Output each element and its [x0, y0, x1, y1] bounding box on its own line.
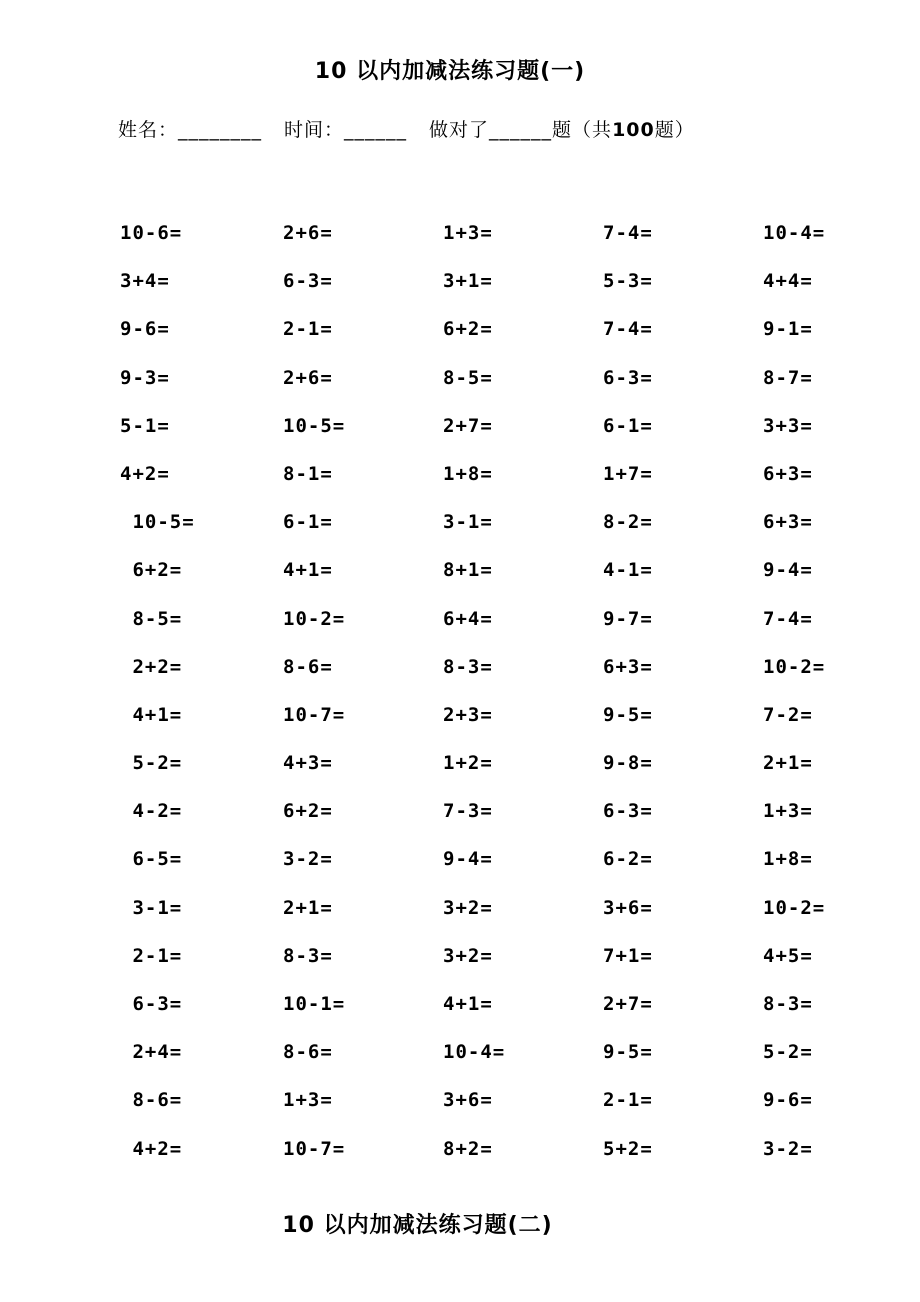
math-problem: 6+4= [443, 607, 493, 630]
math-problem: 4+1= [120, 703, 183, 726]
problem-row [0, 1089, 920, 1137]
math-problem: 10-7= [283, 703, 346, 726]
math-problem: 4+2= [120, 462, 170, 485]
math-problem: 6-3= [603, 800, 653, 823]
problem-row [0, 608, 920, 656]
math-problem: 7-2= [763, 703, 813, 726]
math-problem: 2-1= [120, 944, 183, 967]
math-problem: 10-5= [283, 414, 346, 437]
math-problem: 9-5= [603, 703, 653, 726]
math-problem: 8+1= [443, 559, 493, 582]
problem-row [0, 511, 920, 559]
math-problem: 10-5= [120, 511, 195, 534]
math-problem: 2+1= [283, 896, 333, 919]
math-problem: 6-1= [283, 511, 333, 534]
problem-row [0, 897, 920, 945]
problem-row [0, 318, 920, 366]
math-problem: 10-2= [283, 607, 346, 630]
problem-row [0, 1041, 920, 1089]
math-problem: 7-4= [603, 318, 653, 341]
math-problem: 9-6= [763, 1089, 813, 1112]
math-problem: 9-8= [603, 752, 653, 775]
math-problem: 6+3= [763, 511, 813, 534]
correct-label: 做对了 [429, 119, 490, 141]
math-problem: 3+2= [443, 896, 493, 919]
math-problem: 1+7= [603, 462, 653, 485]
math-problem: 2+4= [120, 1041, 183, 1064]
math-problem: 6+2= [443, 318, 493, 341]
time-label: 时间： [284, 119, 345, 141]
problem-row [0, 270, 920, 318]
math-problem: 2+3= [443, 703, 493, 726]
math-problem: 5-1= [120, 414, 170, 437]
problem-row [0, 848, 920, 896]
math-problem: 9-5= [603, 1041, 653, 1064]
math-problem: 8-6= [283, 655, 333, 678]
math-problem: 3-1= [120, 896, 183, 919]
problem-row [0, 1138, 920, 1186]
problem-row [0, 559, 920, 607]
problem-row [0, 222, 920, 270]
total-count: 100 [612, 119, 655, 141]
math-problem: 10-4= [763, 222, 826, 244]
math-problem: 2+7= [603, 993, 653, 1015]
math-problem: 5-2= [120, 752, 183, 775]
math-problem: 5-2= [763, 1041, 813, 1064]
correct-suffix: 题（共 [552, 119, 613, 141]
math-problem: 6+3= [763, 462, 813, 485]
math-problem: 6-1= [603, 414, 653, 437]
math-problem: 8-6= [120, 1089, 183, 1112]
math-problem: 9-7= [603, 607, 653, 630]
problem-row [0, 704, 920, 752]
math-problem: 9-4= [763, 559, 813, 582]
math-problem: 4-2= [120, 800, 183, 823]
math-problem: 3+6= [443, 1089, 493, 1112]
math-problem: 3+4= [120, 270, 170, 293]
math-problem: 3-1= [443, 511, 493, 534]
math-problem: 3+2= [443, 944, 493, 967]
math-problem: 1+2= [443, 752, 493, 775]
math-problem: 5-3= [603, 270, 653, 293]
math-problem: 2-1= [283, 318, 333, 341]
math-problem: 3-2= [763, 1137, 813, 1160]
math-problem: 3+3= [763, 414, 813, 437]
math-problem: 10-6= [120, 222, 183, 244]
math-problem: 4+3= [283, 752, 333, 775]
math-problem: 6-2= [603, 848, 653, 871]
math-problem: 7-3= [443, 800, 493, 823]
math-problem: 10-2= [763, 896, 826, 919]
math-problem: 2+6= [283, 222, 333, 244]
math-problem: 8-6= [283, 1041, 333, 1064]
correct-suffix-end: 题） [654, 119, 695, 141]
math-problem: 1+3= [283, 1089, 333, 1112]
math-problem: 6+2= [120, 559, 183, 582]
math-problem: 4+4= [763, 270, 813, 293]
name-label: 姓名： [118, 119, 179, 141]
math-problem: 2+1= [763, 752, 813, 775]
math-problem: 10-1= [283, 993, 346, 1015]
math-problem: 6-5= [120, 848, 183, 871]
math-problem: 6-3= [283, 270, 333, 293]
math-problem: 7-4= [603, 222, 653, 244]
math-problem: 9-3= [120, 366, 170, 389]
correct-blank[interactable]: ______ [489, 119, 553, 141]
problem-row [0, 945, 920, 993]
math-problem: 4+5= [763, 944, 813, 967]
math-problem: 8+2= [443, 1137, 493, 1160]
math-problem: 4+2= [120, 1137, 183, 1160]
math-problem: 6+2= [283, 800, 333, 823]
worksheet-title: 10 以内加减法练习题(一) [314, 59, 586, 84]
math-problem: 2+6= [283, 366, 333, 389]
math-problem: 2+7= [443, 414, 493, 437]
math-problem: 10-2= [763, 655, 826, 678]
math-problem: 9-6= [120, 318, 170, 341]
problem-grid [0, 222, 920, 1186]
math-problem: 1+3= [763, 800, 813, 823]
problem-row [0, 752, 920, 800]
time-blank[interactable]: ______ [344, 119, 408, 141]
problem-row [0, 367, 920, 415]
math-problem: 8-7= [763, 366, 813, 389]
math-problem: 8-5= [443, 366, 493, 389]
math-problem: 4-1= [603, 559, 653, 582]
math-problem: 6-3= [603, 366, 653, 389]
problem-row [0, 415, 920, 463]
math-problem: 10-7= [283, 1137, 346, 1160]
math-problem: 2+2= [120, 655, 183, 678]
math-problem: 1+8= [443, 462, 493, 485]
math-problem: 4+1= [283, 559, 333, 582]
problem-row [0, 656, 920, 704]
math-problem: 6-3= [120, 993, 183, 1015]
problem-row [0, 800, 920, 848]
math-problem: 7+1= [603, 944, 653, 967]
math-problem: 1+3= [443, 222, 493, 244]
math-problem: 1+8= [763, 848, 813, 871]
math-problem: 9-4= [443, 848, 493, 871]
math-problem: 6+3= [603, 655, 653, 678]
math-problem: 2-1= [603, 1089, 653, 1112]
next-worksheet-title: 10 以内加减法练习题(二) [282, 1213, 553, 1238]
math-problem: 8-1= [283, 462, 333, 485]
math-problem: 3+1= [443, 270, 493, 293]
math-problem: 9-1= [763, 318, 813, 341]
student-info-line [118, 115, 695, 142]
math-problem: 5+2= [603, 1137, 653, 1160]
math-problem: 3-2= [283, 848, 333, 871]
math-problem: 8-3= [763, 993, 813, 1015]
name-blank[interactable]: ________ [178, 119, 263, 141]
math-problem: 4+1= [443, 993, 493, 1015]
math-problem: 3+6= [603, 896, 653, 919]
math-problem: 7-4= [763, 607, 813, 630]
problem-row [0, 993, 920, 1041]
math-problem: 8-3= [283, 944, 333, 967]
math-problem: 8-2= [603, 511, 653, 534]
math-problem: 10-4= [443, 1041, 506, 1064]
math-problem: 8-5= [120, 607, 183, 630]
problem-row [0, 463, 920, 511]
math-problem: 8-3= [443, 655, 493, 678]
